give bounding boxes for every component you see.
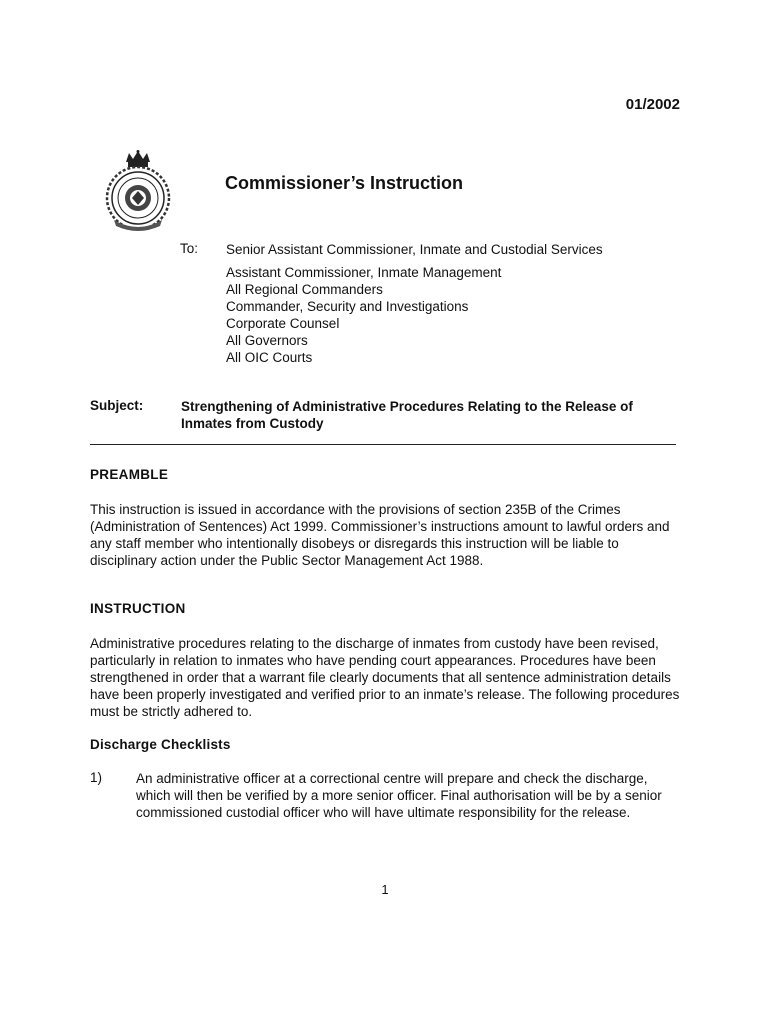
list-item-text: An administrative officer at a correctional centre will prepare and check the discharge, which will then be verified by a more senior officer. Final authorisation will be by a senior commissioned custodial officer who will have ultimate responsibility for the release. (136, 771, 662, 820)
subject-text: Strengthening of Administrative Procedures Relating to the Release of Inmates from Custody (181, 399, 633, 431)
to-label: To: (180, 241, 199, 256)
recipient-item: Corporate Counsel (226, 316, 340, 331)
recipient-list (226, 241, 603, 366)
instruction-heading: INSTRUCTION (90, 601, 186, 616)
recipient-item: All Governors (226, 333, 308, 348)
list-item-number: 1) (90, 770, 103, 785)
preamble-heading: PREAMBLE (90, 467, 169, 482)
recipient-item: All Regional Commanders (226, 282, 383, 297)
recipient-item: Assistant Commissioner, Inmate Management (226, 265, 502, 280)
instruction-paragraph: Administrative procedures relating to the discharge of inmates from custody have been revised, particularly in relation to inmates who have pending court appearances. Procedures have been strengthened in order that a warrant file clearly documents that all sentence administration details have been properly investigated and verified prior to an inmate’s release. The following procedures must be strictly adhered to. (90, 636, 680, 719)
section-divider (90, 444, 676, 445)
page-number: 1 (381, 882, 389, 897)
discharge-checklists-heading: Discharge Checklists (90, 737, 231, 752)
document-number: 01/2002 (625, 96, 680, 113)
subject-label: Subject: (90, 398, 144, 413)
crest-emblem-icon (98, 150, 178, 234)
preamble-paragraph: This instruction is issued in accordance with the provisions of section 235B of the Crimes (Administration of Sentences) Act 1999. Commissioner’s instructions amount to lawful orders and any staff member who intentionally disobeys or disregards this instruction will be liable to disciplinary action under the Public Sector Management Act 1988. (90, 502, 670, 568)
document-title: Commissioner’s Instruction (225, 173, 464, 193)
recipient-item: Senior Assistant Commissioner, Inmate and Custodial Services (226, 242, 603, 257)
recipient-item: Commander, Security and Investigations (226, 299, 469, 314)
recipient-item: All OIC Courts (226, 350, 313, 365)
